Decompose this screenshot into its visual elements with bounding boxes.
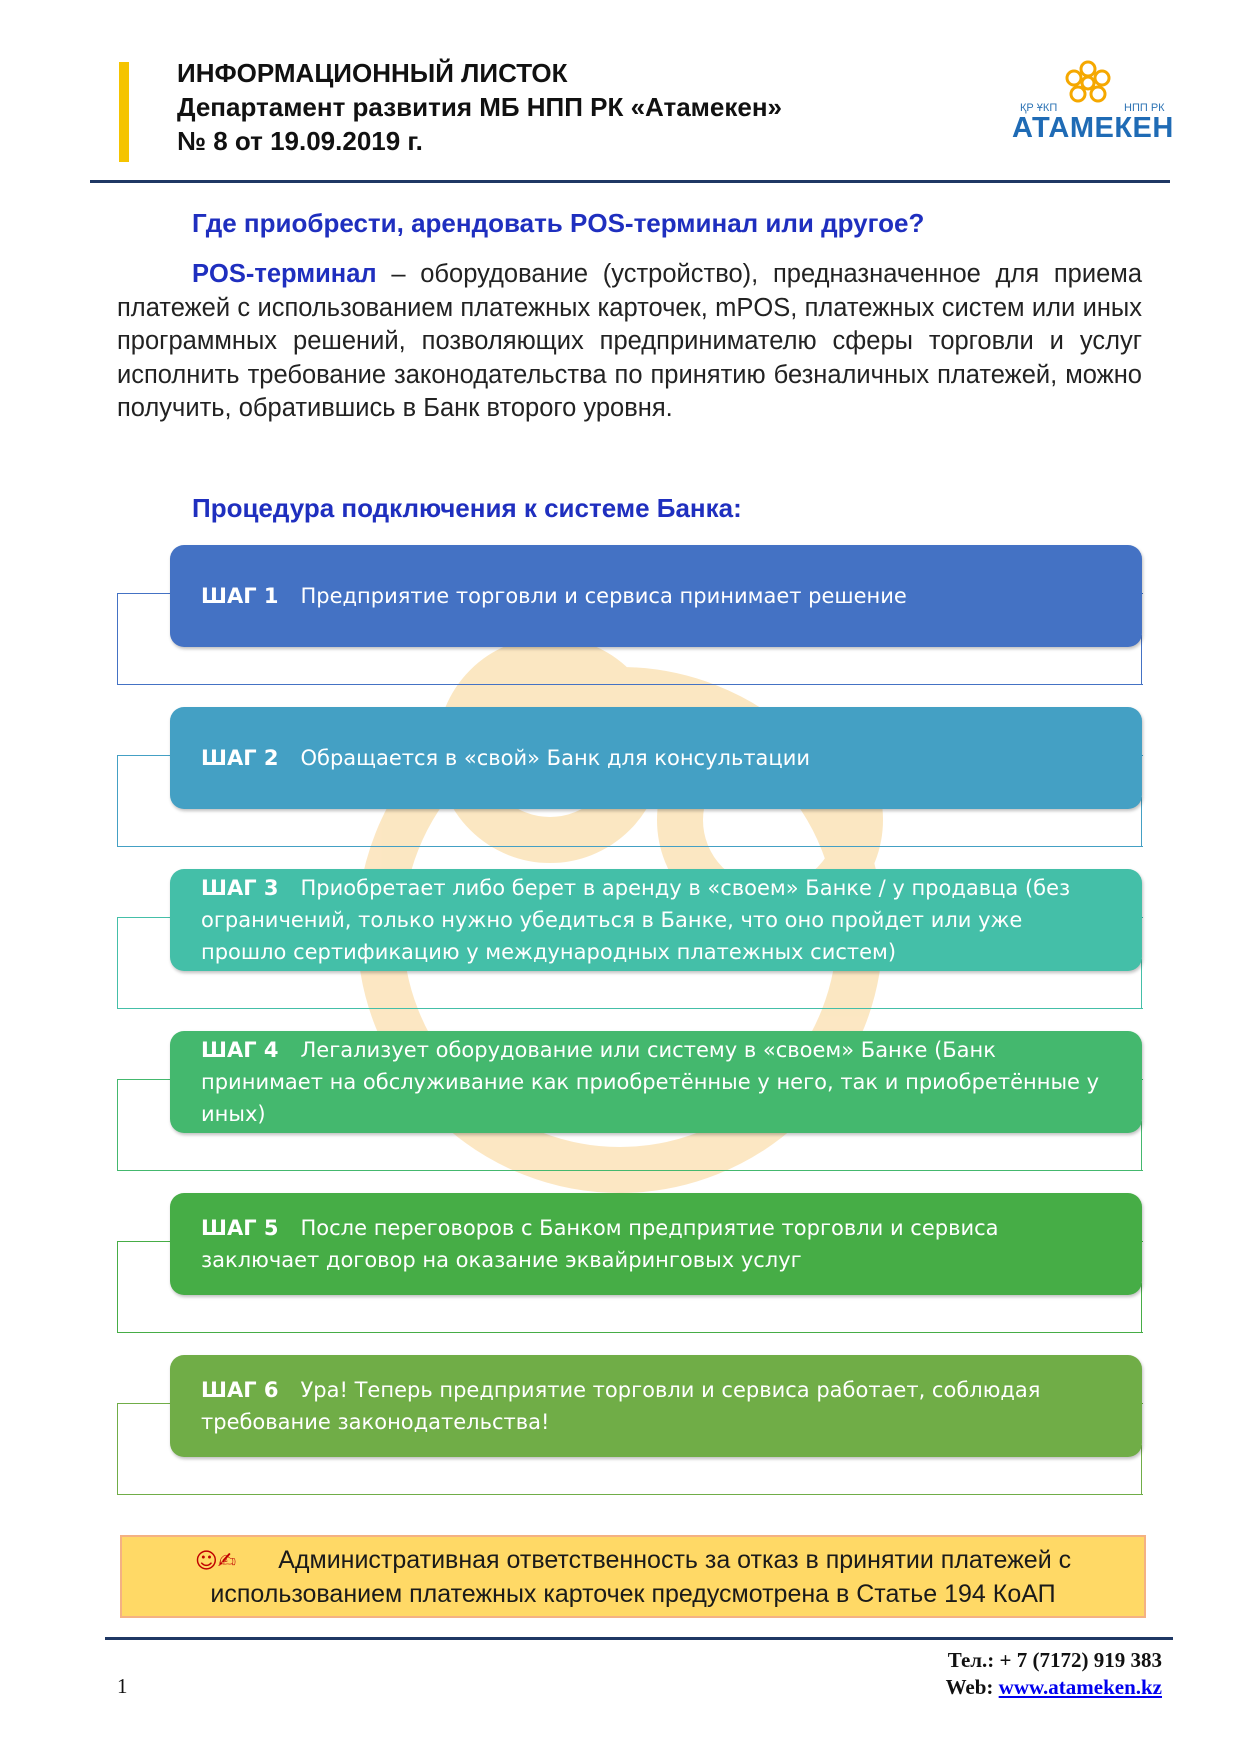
step-label: ШАГ 5 — [201, 1216, 279, 1240]
step-text: Легализует оборудование или систему в «своем» Банке (Банк принимает на обслуживание как приобретённые у него, так и приобретённые у иных) — [201, 1038, 1100, 1126]
step-content — [201, 1374, 1112, 1438]
liability-note-text: Административная ответственность за отказ в принятии платежей с использованием платежных карточек предусмотрена в Статье 194 КоАП — [210, 1546, 1072, 1608]
page-number: 1 — [117, 1674, 128, 1698]
header-accent-bar — [119, 62, 129, 162]
pos-term: POS-терминал — [192, 260, 377, 288]
step-connector-right — [1141, 635, 1142, 685]
step-content — [201, 872, 1112, 968]
step-text: Предприятие торговли и сервиса принимает решение — [300, 584, 907, 608]
step-label: ШАГ 3 — [201, 876, 279, 900]
liability-note — [120, 1535, 1146, 1618]
logo-right-caption: НПП РК — [1124, 102, 1165, 114]
step-connector-right — [1141, 959, 1142, 1009]
footer-web — [946, 1675, 1162, 1700]
department-title: Департамент развития МБ НПП РК «Атамекен» — [177, 92, 783, 122]
step-box-6 — [170, 1355, 1142, 1457]
step-content — [201, 580, 1112, 612]
step-content — [201, 1212, 1112, 1276]
step-connector-right — [1141, 797, 1142, 847]
step-text: Обращается в «свой» Банк для консультации — [300, 746, 811, 770]
smile-hand-icon: ☺✍ — [194, 1549, 237, 1574]
section-heading-where: Где приобрести, арендовать POS-терминал или другое? — [192, 208, 925, 238]
section-heading-procedure: Процедура подключения к системе Банка: — [192, 493, 742, 523]
footer-phone: Тел.: + 7 (7172) 919 383 — [947, 1648, 1162, 1672]
step-label: ШАГ 2 — [201, 746, 279, 770]
pos-definition-paragraph — [117, 258, 1142, 426]
step-box-4 — [170, 1031, 1142, 1133]
step-text: Ура! Теперь предприятие торговли и сервиса работает, соблюдая требование законодательства! — [201, 1378, 1041, 1434]
step-content — [201, 1034, 1112, 1130]
footer-divider — [105, 1637, 1173, 1640]
issue-number: № 8 от 19.09.2019 г. — [177, 126, 423, 156]
step-content — [201, 742, 1112, 774]
pos-definition-text: – оборудование (устройство), предназначенное для приема платежей с использованием платежных карточек, mPOS, платежных систем или иных программных решений, позволяющих предпринимателю сферы торговли и услуг исполнить требование законодательства по принятию безналичных платежей, можно получить, обратившись в Банк второго уровня. — [117, 260, 1142, 422]
step-connector-right — [1141, 1121, 1142, 1171]
footer-web-label: Web: — [945, 1675, 994, 1699]
logo-wordmark: АТАМЕКЕН — [1012, 112, 1174, 144]
step-box-3 — [170, 869, 1142, 971]
logo-left-caption: ҚР ҰКП — [1020, 102, 1058, 114]
step-label: ШАГ 4 — [201, 1038, 279, 1062]
step-label: ШАГ 1 — [201, 584, 279, 608]
header-divider — [90, 180, 1170, 183]
atameken-logo — [1008, 60, 1180, 150]
step-text: Приобретает либо берет в аренду в «своем» Банке / у продавца (без ограничений, только нужно убедиться в Банке, что оно пройдет или уже прошло сертификацию у международных платежных систем) — [201, 876, 1071, 964]
doc-type-title: ИНФОРМАЦИОННЫЙ ЛИСТОК — [177, 58, 568, 88]
step-box-1 — [170, 545, 1142, 647]
step-label: ШАГ 6 — [201, 1378, 279, 1402]
step-connector-right — [1141, 1283, 1142, 1333]
step-text: После переговоров с Банком предприятие торговли и сервиса заключает договор на оказание эквайринговых услуг — [201, 1216, 999, 1272]
flower-emblem-icon — [1058, 60, 1118, 110]
website-link[interactable]: www.atameken.kz — [998, 1675, 1162, 1699]
step-connector-right — [1141, 1445, 1142, 1495]
step-box-2 — [170, 707, 1142, 809]
step-box-5 — [170, 1193, 1142, 1295]
